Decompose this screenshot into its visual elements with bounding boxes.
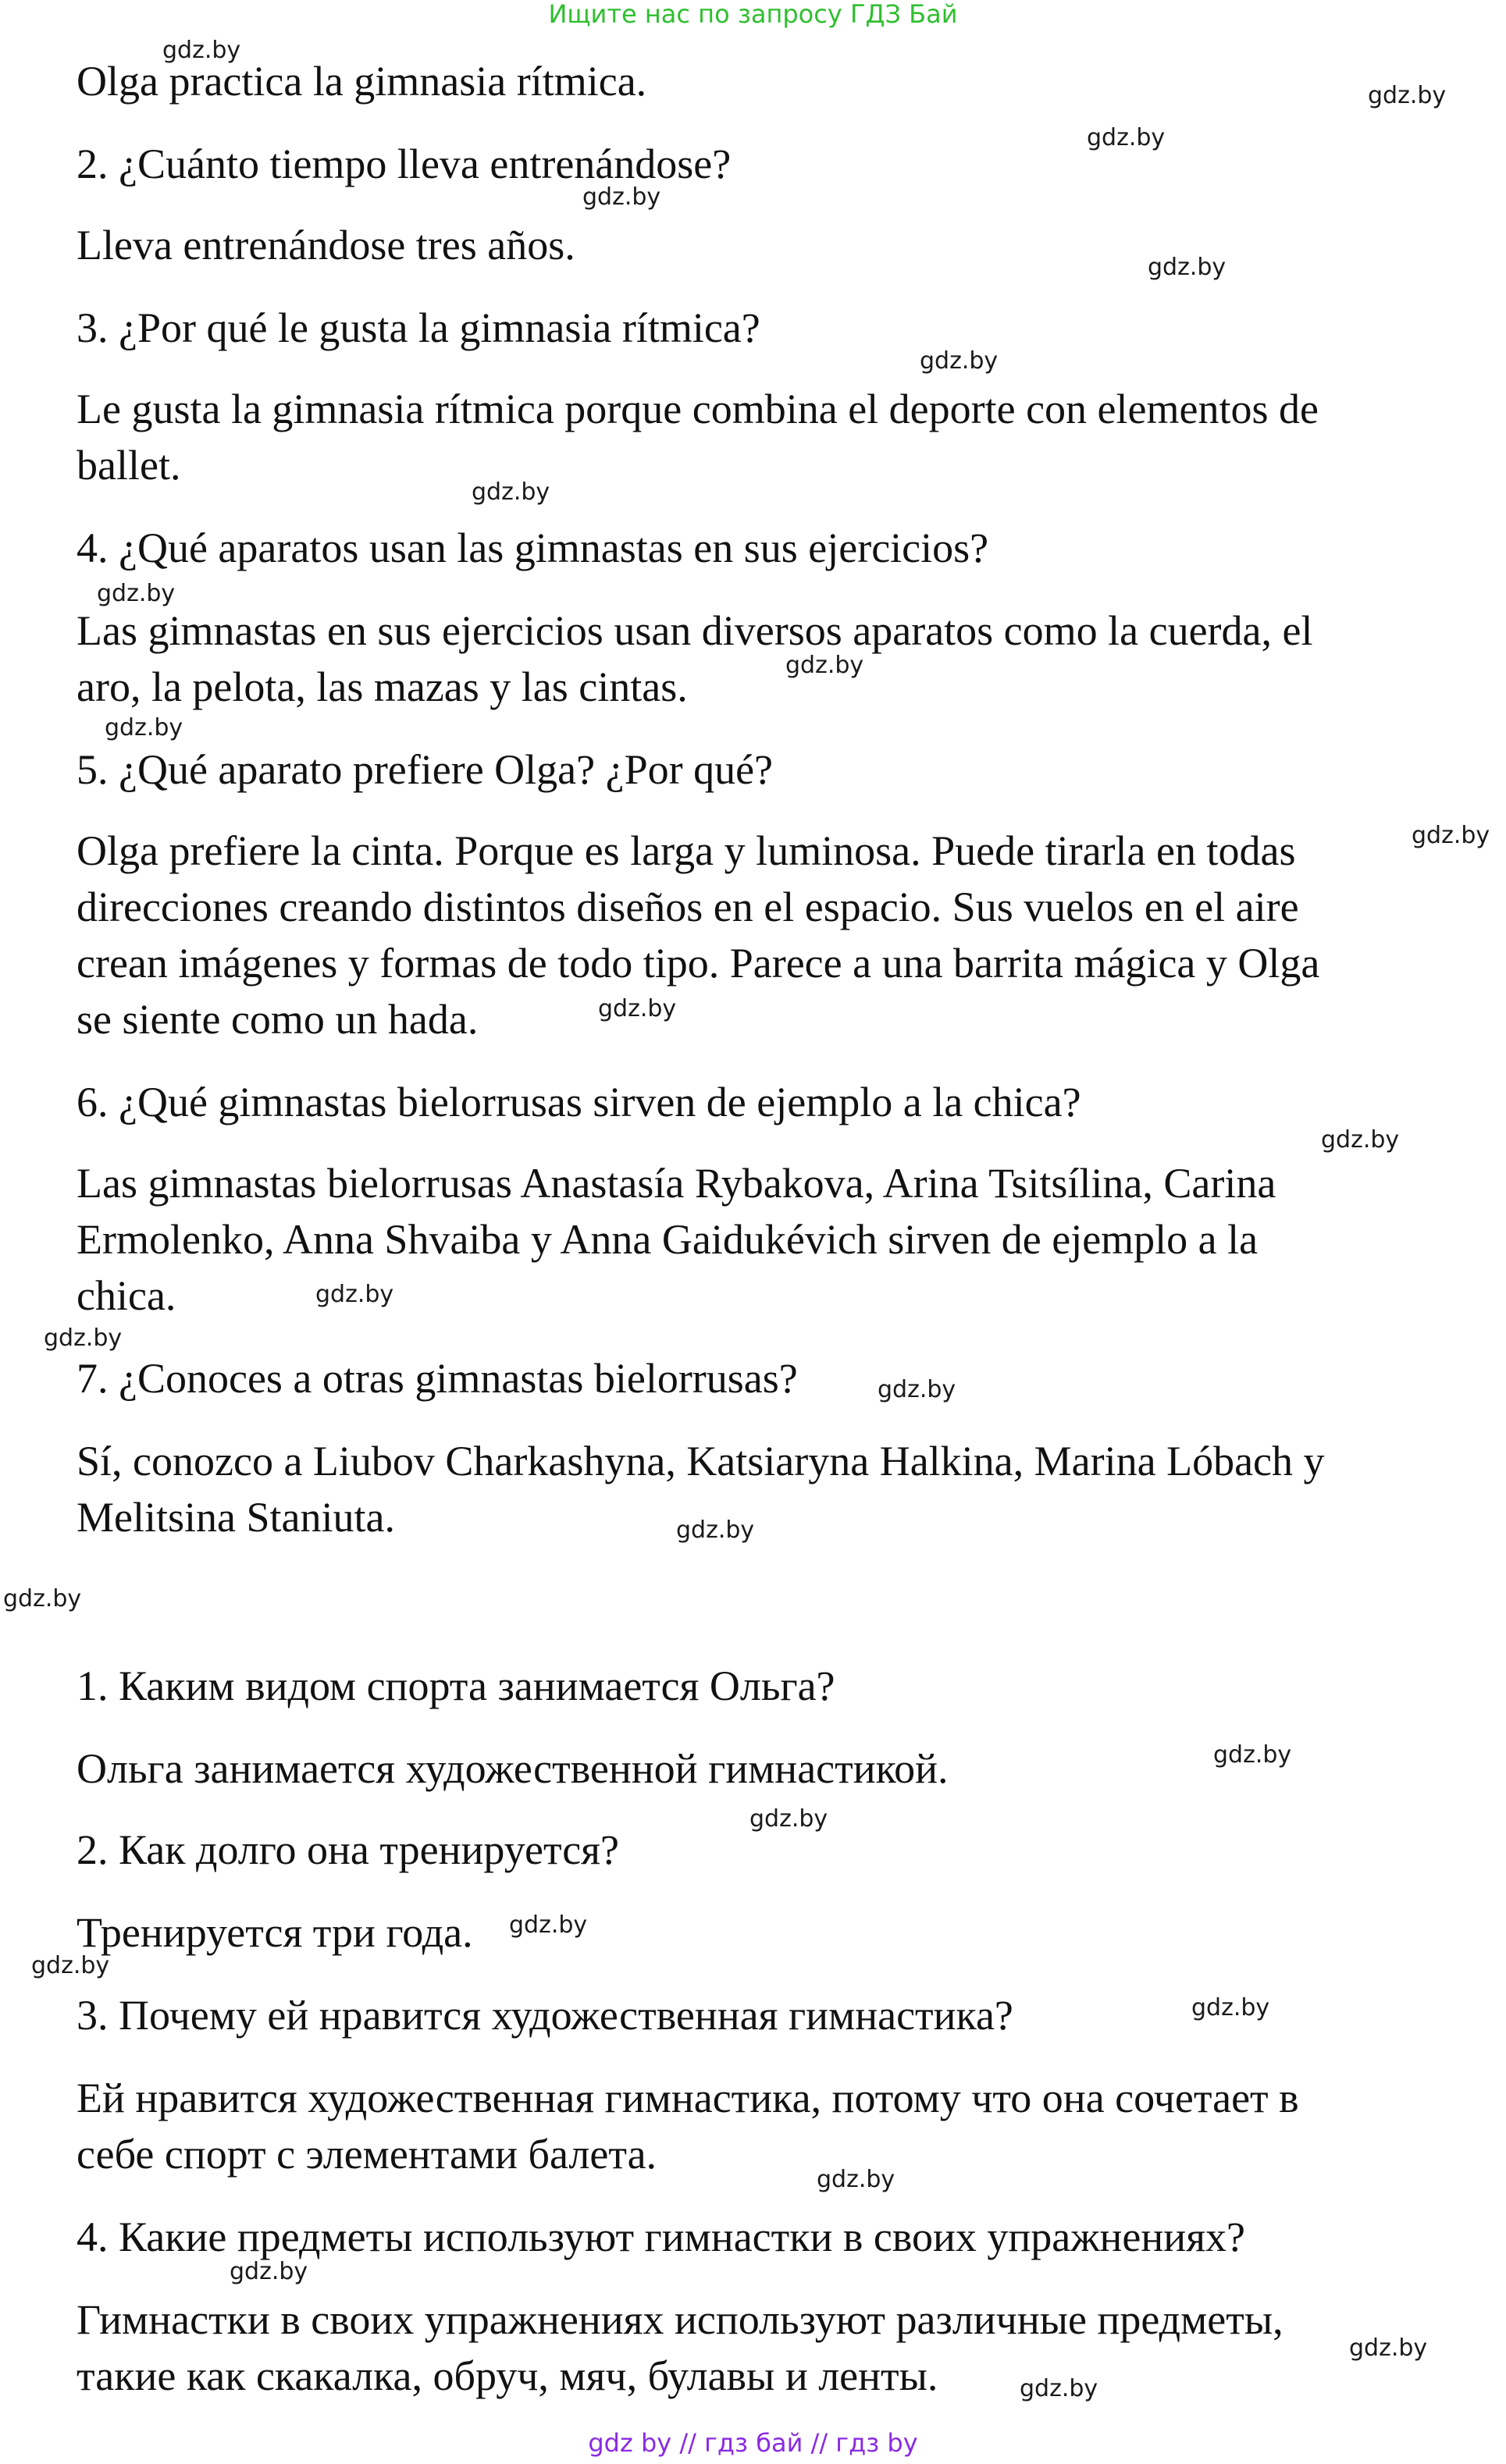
watermark: gdz.by: [230, 2258, 308, 2285]
watermark: gdz.by: [31, 1952, 110, 1979]
es-question-5: 5. ¿Qué aparato prefiere Olga? ¿Por qué?: [77, 746, 774, 793]
watermark: gdz.by: [3, 1585, 82, 1612]
watermark: gdz.by: [1321, 1126, 1400, 1154]
watermark: gdz.by: [785, 652, 864, 679]
ru-question-2: 2. Как долго она тренируется?: [77, 1826, 619, 1873]
watermark: gdz.by: [1087, 124, 1166, 151]
top-banner[interactable]: Ищите нас по запросу ГДЗ Бай: [548, 0, 958, 29]
watermark: gdz.by: [1368, 82, 1447, 109]
es-question-7: 7. ¿Conoces a otras gimnastas bielorrusas?: [77, 1355, 798, 1402]
watermark: gdz.by: [1412, 822, 1490, 849]
ru-answer-4: Гимнастки в своих упражнениях используют различные предметы, такие как скакалка, обруч, мяч, булавы и ленты.: [77, 2296, 1283, 2399]
es-question-4: 4. ¿Qué aparatos usan las gimnastas en sus ejercicios?: [77, 524, 989, 571]
watermark: gdz.by: [749, 1805, 828, 1833]
watermark: gdz.by: [598, 995, 677, 1022]
watermark: gdz.by: [817, 2166, 895, 2193]
ru-answer-3: Ей нравится художественная гимнастика, потому что она сочетает в себе спорт с элементами балета.: [77, 2075, 1299, 2178]
watermark: gdz.by: [1191, 1994, 1270, 2021]
watermark: gdz.by: [472, 478, 550, 506]
es-answer-6: Las gimnastas bielorrusas Anastasía Rybakova, Arina Tsitsílina, Carina Ermolenko, Anna Shvaiba y Anna Gaidukévich sirven de ejemplo a la chica.: [77, 1160, 1276, 1319]
es-answer-1: Olga practica la gimnasia rítmica.: [77, 58, 647, 105]
watermark: gdz.by: [582, 183, 661, 211]
watermark: gdz.by: [920, 347, 999, 375]
watermark: gdz.by: [1148, 254, 1227, 281]
watermark: gdz.by: [315, 1281, 394, 1308]
watermark: gdz.by: [509, 1911, 588, 1939]
watermark: gdz.by: [1349, 2334, 1428, 2362]
es-answer-7: Sí, conozco a Liubov Charkashyna, Katsiaryna Halkina, Marina Lóbach y Melitsina Staniuta.: [77, 1438, 1325, 1541]
es-answer-3: Le gusta la gimnasia rítmica porque combina el deporte con elementos de ballet.: [77, 386, 1319, 489]
watermark: gdz.by: [162, 37, 241, 64]
ru-question-3: 3. Почему ей нравится художественная гимнастика?: [77, 1992, 1013, 2039]
es-answer-4: Las gimnastas en sus ejercicios usan diversos aparatos como la cuerda, el aro, la pelota, las mazas y las cintas.: [77, 607, 1313, 710]
es-answer-2: Lleva entrenándose tres años.: [77, 222, 575, 268]
es-answer-5: Olga prefiere la cinta. Porque es larga y luminosa. Puede tirarla en todas direcciones creando distintos diseños en el espacio. Sus vuelos en el aire crean imágenes y formas de todo tipo. Parece a una barrita mágica y Olga se siente como un hada.: [77, 827, 1320, 1043]
watermark: gdz.by: [1213, 1741, 1292, 1769]
ru-answer-1: Ольга занимается художественной гимнастикой.: [77, 1745, 949, 1792]
watermark: gdz.by: [676, 1516, 755, 1544]
es-question-6: 6. ¿Qué gimnastas bielorrusas sirven de ejemplo a la chica?: [77, 1079, 1081, 1125]
watermark: gdz.by: [44, 1324, 123, 1352]
watermark: gdz.by: [1020, 2375, 1098, 2402]
ru-question-4: 4. Какие предметы используют гимнастки в своих упражнениях?: [77, 2213, 1245, 2260]
es-question-2: 2. ¿Cuánto tiempo lleva entrenándose?: [77, 140, 732, 187]
watermark: gdz.by: [878, 1376, 956, 1403]
watermark: gdz.by: [105, 714, 183, 741]
es-question-3: 3. ¿Por qué le gusta la gimnasia rítmica?: [77, 304, 760, 351]
watermark: gdz.by: [97, 580, 176, 607]
ru-answer-2: Тренируется три года.: [77, 1909, 473, 1956]
ru-question-1: 1. Каким видом спорта занимается Ольга?: [77, 1662, 835, 1709]
bottom-banner[interactable]: gdz by // гдз бай // гдз by: [588, 2428, 918, 2458]
